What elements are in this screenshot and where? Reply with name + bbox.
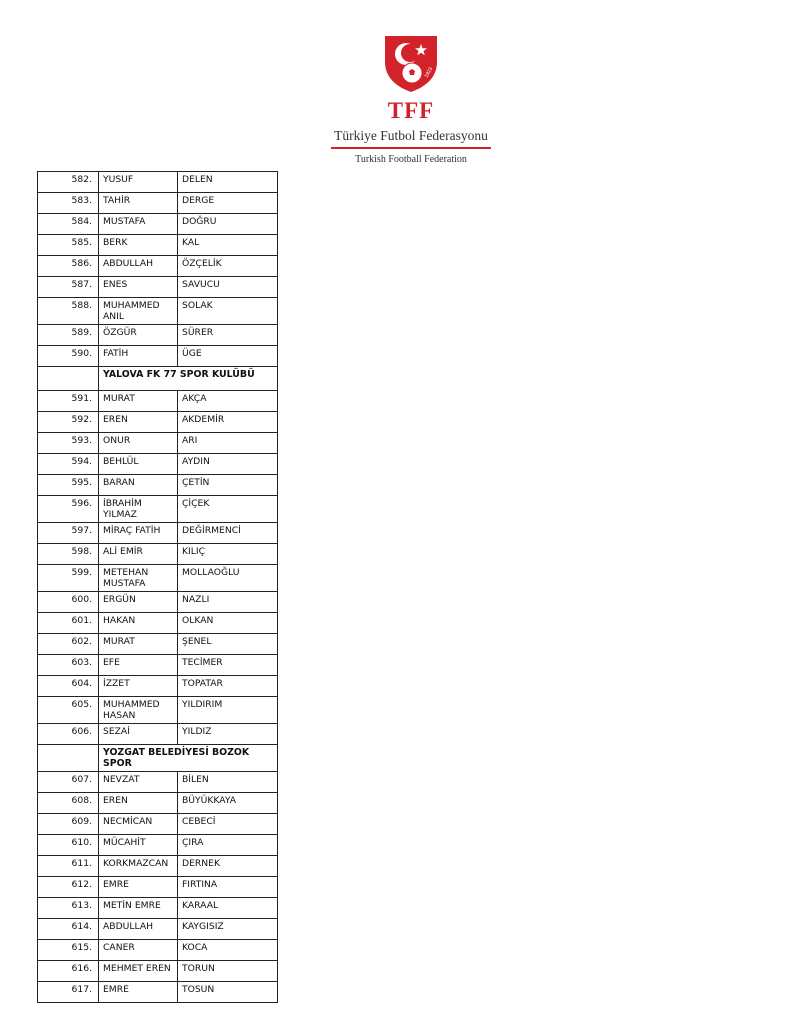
first-name: ENES: [99, 277, 178, 298]
first-name: İBRAHİM YILMAZ: [99, 496, 178, 523]
row-number: 604.: [38, 676, 99, 697]
table-row: [38, 655, 278, 676]
first-name: METEHAN MUSTAFA: [99, 565, 178, 592]
last-name: FIRTINA: [178, 877, 278, 898]
table-row: [38, 793, 278, 814]
table-row: [38, 961, 278, 982]
last-name: MOLLAOĞLU: [178, 565, 278, 592]
last-name: TORUN: [178, 961, 278, 982]
row-number: 590.: [38, 346, 99, 367]
table-row: [38, 856, 278, 877]
club-header-row: [38, 367, 278, 391]
last-name: KILIÇ: [178, 544, 278, 565]
last-name: YILDIRIM: [178, 697, 278, 724]
first-name: METİN EMRE: [99, 898, 178, 919]
federation-name-en: Turkish Football Federation: [355, 154, 467, 165]
last-name: CEBECİ: [178, 814, 278, 835]
club-header-row: [38, 745, 278, 772]
last-name: OLKAN: [178, 613, 278, 634]
table-row: [38, 835, 278, 856]
first-name: YUSUF: [99, 172, 178, 193]
tff-emblem-icon: [381, 32, 441, 94]
logo-abbreviation: TFF: [387, 98, 435, 123]
first-name: MURAT: [99, 634, 178, 655]
row-number: 609.: [38, 814, 99, 835]
row-number-cell: [38, 367, 99, 391]
last-name: AKÇA: [178, 391, 278, 412]
first-name: FATİH: [99, 346, 178, 367]
table-row: [38, 676, 278, 697]
first-name: ALİ EMİR: [99, 544, 178, 565]
first-name: ONUR: [99, 433, 178, 454]
first-name: MEHMET EREN: [99, 961, 178, 982]
row-number: 605.: [38, 697, 99, 724]
last-name: ÜGE: [178, 346, 278, 367]
table-row: [38, 496, 278, 523]
table-row: [38, 919, 278, 940]
first-name: EMRE: [99, 877, 178, 898]
table-row: [38, 565, 278, 592]
table-row: [38, 523, 278, 544]
last-name: ÇETİN: [178, 475, 278, 496]
first-name: MURAT: [99, 391, 178, 412]
first-name: MİRAÇ FATİH: [99, 523, 178, 544]
club-name: YOZGAT BELEDİYESİ BOZOK SPOR: [99, 745, 278, 772]
row-number: 616.: [38, 961, 99, 982]
table-row: [38, 475, 278, 496]
first-name: BARAN: [99, 475, 178, 496]
row-number: 601.: [38, 613, 99, 634]
row-number: 582.: [38, 172, 99, 193]
first-name: NECMİCAN: [99, 814, 178, 835]
table-row: [38, 412, 278, 433]
first-name: MÜCAHİT: [99, 835, 178, 856]
row-number: 602.: [38, 634, 99, 655]
table-row: [38, 277, 278, 298]
player-roster-table: [37, 171, 278, 1003]
first-name: ABDULLAH: [99, 919, 178, 940]
row-number: 595.: [38, 475, 99, 496]
table-row: [38, 454, 278, 475]
first-name: MUSTAFA: [99, 214, 178, 235]
last-name: KARAAL: [178, 898, 278, 919]
last-name: NAZLI: [178, 592, 278, 613]
table-row: [38, 544, 278, 565]
first-name: EREN: [99, 793, 178, 814]
first-name: CANER: [99, 940, 178, 961]
first-name: İZZET: [99, 676, 178, 697]
row-number: 589.: [38, 325, 99, 346]
last-name: DERGE: [178, 193, 278, 214]
row-number: 598.: [38, 544, 99, 565]
table-row: [38, 877, 278, 898]
last-name: DELEN: [178, 172, 278, 193]
first-name: BERK: [99, 235, 178, 256]
first-name: NEVZAT: [99, 772, 178, 793]
row-number: 611.: [38, 856, 99, 877]
last-name: TOPATAR: [178, 676, 278, 697]
row-number: 597.: [38, 523, 99, 544]
row-number: 587.: [38, 277, 99, 298]
last-name: YILDIZ: [178, 724, 278, 745]
row-number: 607.: [38, 772, 99, 793]
first-name: BEHLÜL: [99, 454, 178, 475]
table-row: [38, 433, 278, 454]
first-name: ÖZGÜR: [99, 325, 178, 346]
last-name: KAYGISIZ: [178, 919, 278, 940]
first-name: ERGÜN: [99, 592, 178, 613]
table-row: [38, 172, 278, 193]
first-name: HAKAN: [99, 613, 178, 634]
row-number: 603.: [38, 655, 99, 676]
last-name: KAL: [178, 235, 278, 256]
last-name: DOĞRU: [178, 214, 278, 235]
first-name: MUHAMMED HASAN: [99, 697, 178, 724]
row-number: 614.: [38, 919, 99, 940]
row-number: 586.: [38, 256, 99, 277]
last-name: ÇİÇEK: [178, 496, 278, 523]
table-row: [38, 772, 278, 793]
table-row: [38, 592, 278, 613]
row-number: 613.: [38, 898, 99, 919]
first-name: EFE: [99, 655, 178, 676]
last-name: AKDEMİR: [178, 412, 278, 433]
row-number: 583.: [38, 193, 99, 214]
row-number: 599.: [38, 565, 99, 592]
first-name: ABDULLAH: [99, 256, 178, 277]
first-name: EREN: [99, 412, 178, 433]
table-row: [38, 214, 278, 235]
row-number: 584.: [38, 214, 99, 235]
table-row: [38, 256, 278, 277]
table-row: [38, 814, 278, 835]
row-number: 592.: [38, 412, 99, 433]
row-number: 617.: [38, 982, 99, 1003]
row-number: 591.: [38, 391, 99, 412]
federation-name-tr: Türkiye Futbol Federasyonu: [334, 128, 488, 143]
table-row: [38, 724, 278, 745]
last-name: DERNEK: [178, 856, 278, 877]
row-number: 615.: [38, 940, 99, 961]
row-number: 600.: [38, 592, 99, 613]
logo-divider: [331, 147, 491, 149]
row-number: 612.: [38, 877, 99, 898]
table-row: [38, 613, 278, 634]
first-name: MUHAMMED ANIL: [99, 298, 178, 325]
last-name: TECİMER: [178, 655, 278, 676]
table-row: [38, 697, 278, 724]
table-row: [38, 298, 278, 325]
last-name: SAVUCU: [178, 277, 278, 298]
club-name: YALOVA FK 77 SPOR KULÜBÜ: [99, 367, 278, 391]
last-name: SÜRER: [178, 325, 278, 346]
table-row: [38, 982, 278, 1003]
table-row: [38, 898, 278, 919]
last-name: BÜYÜKKAYA: [178, 793, 278, 814]
row-number: 594.: [38, 454, 99, 475]
last-name: DEĞİRMENCİ: [178, 523, 278, 544]
last-name: ŞENEL: [178, 634, 278, 655]
tff-logo: [328, 32, 494, 177]
row-number: 593.: [38, 433, 99, 454]
table-row: [38, 325, 278, 346]
table-row: [38, 193, 278, 214]
row-number: 585.: [38, 235, 99, 256]
last-name: AYDIN: [178, 454, 278, 475]
row-number: 606.: [38, 724, 99, 745]
table-row: [38, 391, 278, 412]
first-name: SEZAİ: [99, 724, 178, 745]
row-number: 588.: [38, 298, 99, 325]
last-name: KOCA: [178, 940, 278, 961]
last-name: ÇIRA: [178, 835, 278, 856]
svg-text:1923: 1923: [423, 66, 435, 79]
last-name: BİLEN: [178, 772, 278, 793]
last-name: ÖZÇELİK: [178, 256, 278, 277]
table-row: [38, 634, 278, 655]
first-name: KORKMAZCAN: [99, 856, 178, 877]
last-name: SOLAK: [178, 298, 278, 325]
first-name: TAHİR: [99, 193, 178, 214]
last-name: ARI: [178, 433, 278, 454]
last-name: TOSUN: [178, 982, 278, 1003]
table-row: [38, 940, 278, 961]
row-number: 608.: [38, 793, 99, 814]
row-number-cell: [38, 745, 99, 772]
row-number: 610.: [38, 835, 99, 856]
first-name: EMRE: [99, 982, 178, 1003]
row-number: 596.: [38, 496, 99, 523]
table-row: [38, 346, 278, 367]
table-row: [38, 235, 278, 256]
